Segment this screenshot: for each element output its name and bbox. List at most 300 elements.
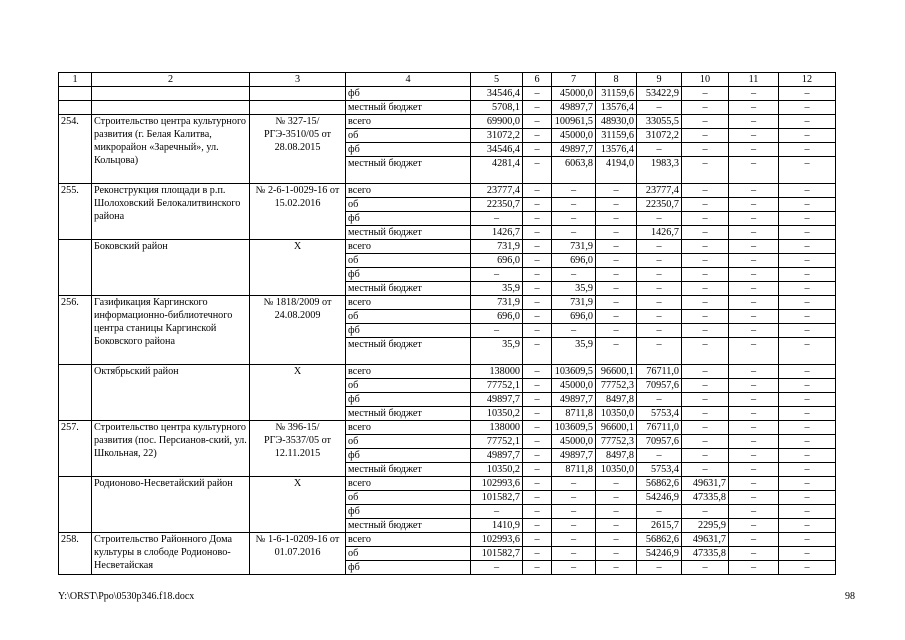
object-name: Строительство центра культурного развития (пос. Персианов-ский, ул. Школьная, 22) (92, 421, 250, 477)
amount-cell: 48930,0 (596, 115, 637, 129)
amount-cell: 77752,3 (596, 435, 637, 449)
amount-cell: 13576,4 (596, 143, 637, 157)
object-name: Боковский район (92, 240, 250, 296)
amount-cell: – (779, 240, 836, 254)
funding-source: об (346, 435, 471, 449)
amount-cell: 102993,6 (471, 477, 523, 491)
amount-cell: – (523, 296, 552, 310)
amount-cell: 45000,0 (552, 129, 596, 143)
document-ref: Х (250, 365, 346, 421)
table-row (59, 365, 836, 379)
amount-cell: – (552, 477, 596, 491)
amount-cell: – (523, 101, 552, 115)
amount-cell: 47335,8 (682, 491, 729, 505)
amount-cell: – (523, 561, 552, 575)
amount-cell: – (596, 268, 637, 282)
amount-cell: 13576,4 (596, 101, 637, 115)
amount-cell: – (729, 184, 779, 198)
funding-source: фб (346, 505, 471, 519)
amount-cell: – (523, 268, 552, 282)
amount-cell: – (682, 240, 729, 254)
amount-cell: – (779, 477, 836, 491)
amount-cell: – (729, 212, 779, 226)
amount-cell: – (729, 379, 779, 393)
amount-cell: – (729, 533, 779, 547)
amount-cell: 49897,7 (552, 393, 596, 407)
amount-cell: – (779, 338, 836, 365)
funding-source: фб (346, 212, 471, 226)
amount-cell: 56862,6 (637, 477, 682, 491)
amount-cell: – (682, 310, 729, 324)
amount-cell: 102993,6 (471, 533, 523, 547)
amount-cell: 70957,6 (637, 379, 682, 393)
amount-cell: 101582,7 (471, 491, 523, 505)
amount-cell: – (682, 324, 729, 338)
funding-source: всего (346, 533, 471, 547)
amount-cell: – (729, 393, 779, 407)
amount-cell: 49897,7 (471, 393, 523, 407)
amount-cell: – (471, 505, 523, 519)
column-header: 5 (471, 73, 523, 87)
amount-cell: – (779, 143, 836, 157)
object-name (92, 87, 250, 101)
amount-cell: 1426,7 (637, 226, 682, 240)
amount-cell: – (523, 310, 552, 324)
amount-cell: – (637, 324, 682, 338)
amount-cell: – (779, 268, 836, 282)
amount-cell: – (596, 324, 637, 338)
amount-cell: – (779, 379, 836, 393)
document-ref: Х (250, 477, 346, 533)
amount-cell: – (552, 533, 596, 547)
amount-cell: – (637, 296, 682, 310)
amount-cell: – (596, 533, 637, 547)
amount-cell: – (523, 407, 552, 421)
amount-cell: – (779, 212, 836, 226)
amount-cell: – (523, 184, 552, 198)
amount-cell: – (682, 157, 729, 184)
amount-cell: – (729, 282, 779, 296)
amount-cell: – (779, 519, 836, 533)
document-ref (250, 87, 346, 101)
funding-source: об (346, 129, 471, 143)
amount-cell: – (682, 365, 729, 379)
amount-cell: 4281,4 (471, 157, 523, 184)
amount-cell: 35,9 (471, 338, 523, 365)
amount-cell: – (552, 505, 596, 519)
funding-source: фб (346, 87, 471, 101)
amount-cell: – (682, 338, 729, 365)
funding-source: всего (346, 365, 471, 379)
amount-cell: – (682, 435, 729, 449)
amount-cell: – (682, 407, 729, 421)
funding-source: об (346, 547, 471, 561)
amount-cell: – (729, 547, 779, 561)
object-name: Реконструкция площади в р.п. Шолоховский Белокалитвинского района (92, 184, 250, 240)
amount-cell: 35,9 (552, 338, 596, 365)
amount-cell: – (637, 393, 682, 407)
amount-cell: 54246,9 (637, 491, 682, 505)
amount-cell: – (523, 240, 552, 254)
document-ref: № 396-15/ РГЭ-3537/05 от 12.11.2015 (250, 421, 346, 477)
amount-cell: – (779, 505, 836, 519)
funding-source: местный бюджет (346, 338, 471, 365)
amount-cell: 5708,1 (471, 101, 523, 115)
amount-cell: – (729, 491, 779, 505)
amount-cell: – (596, 338, 637, 365)
object-name: Родионово-Несветайский район (92, 477, 250, 533)
amount-cell: 23777,4 (637, 184, 682, 198)
amount-cell: – (523, 338, 552, 365)
funding-source: местный бюджет (346, 463, 471, 477)
amount-cell: – (471, 212, 523, 226)
amount-cell: – (729, 407, 779, 421)
item-number: 256. (59, 296, 92, 365)
amount-cell: – (637, 101, 682, 115)
amount-cell: – (779, 421, 836, 435)
amount-cell: – (637, 254, 682, 268)
funding-source: фб (346, 393, 471, 407)
funding-source: об (346, 198, 471, 212)
amount-cell: – (779, 115, 836, 129)
amount-cell: – (471, 268, 523, 282)
amount-cell: 138000 (471, 365, 523, 379)
funding-source: фб (346, 143, 471, 157)
amount-cell: 76711,0 (637, 421, 682, 435)
amount-cell: – (523, 491, 552, 505)
amount-cell: – (682, 198, 729, 212)
amount-cell: – (523, 115, 552, 129)
column-header: 10 (682, 73, 729, 87)
amount-cell: 96600,1 (596, 365, 637, 379)
table-row (59, 477, 836, 491)
amount-cell: 45000,0 (552, 435, 596, 449)
amount-cell: 1426,7 (471, 226, 523, 240)
amount-cell: 101582,7 (471, 547, 523, 561)
amount-cell: – (523, 379, 552, 393)
amount-cell: – (682, 296, 729, 310)
table-row (59, 533, 836, 547)
amount-cell: – (729, 157, 779, 184)
amount-cell: – (779, 407, 836, 421)
amount-cell: – (779, 324, 836, 338)
amount-cell: 1983,3 (637, 157, 682, 184)
funding-source: местный бюджет (346, 101, 471, 115)
amount-cell: 56862,6 (637, 533, 682, 547)
amount-cell: – (523, 547, 552, 561)
amount-cell: – (729, 449, 779, 463)
funding-source: всего (346, 184, 471, 198)
amount-cell: – (596, 547, 637, 561)
amount-cell: 34546,4 (471, 87, 523, 101)
amount-cell: – (729, 561, 779, 575)
funding-source: всего (346, 477, 471, 491)
amount-cell: – (523, 198, 552, 212)
amount-cell: 731,9 (471, 240, 523, 254)
amount-cell: – (729, 477, 779, 491)
amount-cell: 10350,2 (471, 463, 523, 477)
table-row (59, 87, 836, 101)
amount-cell: 54246,9 (637, 547, 682, 561)
column-header: 9 (637, 73, 682, 87)
amount-cell: – (637, 505, 682, 519)
document-ref (250, 101, 346, 115)
funding-source: местный бюджет (346, 407, 471, 421)
amount-cell: – (682, 212, 729, 226)
amount-cell: – (779, 449, 836, 463)
item-number: 258. (59, 533, 92, 575)
amount-cell: – (779, 226, 836, 240)
amount-cell: 35,9 (471, 282, 523, 296)
amount-cell: – (682, 101, 729, 115)
amount-cell: – (523, 435, 552, 449)
amount-cell: – (729, 87, 779, 101)
amount-cell: 10350,0 (596, 407, 637, 421)
amount-cell: 696,0 (471, 254, 523, 268)
column-header: 7 (552, 73, 596, 87)
table-row (59, 184, 836, 198)
amount-cell: – (779, 561, 836, 575)
document-ref: № 327-15/ РГЭ-3510/05 от 28.08.2015 (250, 115, 346, 184)
amount-cell: – (682, 393, 729, 407)
amount-cell: – (552, 184, 596, 198)
amount-cell: – (682, 87, 729, 101)
column-header: 4 (346, 73, 471, 87)
amount-cell: – (637, 449, 682, 463)
document-ref: № 2-6-1-0029-16 от 15.02.2016 (250, 184, 346, 240)
document-ref: Х (250, 240, 346, 296)
amount-cell: 1410,9 (471, 519, 523, 533)
funding-source: всего (346, 240, 471, 254)
amount-cell: – (682, 379, 729, 393)
amount-cell: 49897,7 (552, 101, 596, 115)
amount-cell: 103609,5 (552, 421, 596, 435)
item-number (59, 87, 92, 101)
amount-cell: – (637, 338, 682, 365)
amount-cell: – (779, 101, 836, 115)
amount-cell: – (729, 226, 779, 240)
amount-cell: – (552, 491, 596, 505)
amount-cell: 8711,8 (552, 463, 596, 477)
amount-cell: – (596, 240, 637, 254)
amount-cell: – (729, 435, 779, 449)
amount-cell: 23777,4 (471, 184, 523, 198)
amount-cell: – (637, 212, 682, 226)
column-header: 11 (729, 73, 779, 87)
funding-source: местный бюджет (346, 519, 471, 533)
item-number (59, 365, 92, 421)
amount-cell: – (523, 157, 552, 184)
amount-cell: – (779, 184, 836, 198)
amount-cell: 138000 (471, 421, 523, 435)
funding-source: фб (346, 268, 471, 282)
amount-cell: – (682, 268, 729, 282)
amount-cell: 96600,1 (596, 421, 637, 435)
amount-cell: 22350,7 (637, 198, 682, 212)
amount-cell: 49897,7 (552, 143, 596, 157)
amount-cell: 53422,9 (637, 87, 682, 101)
amount-cell: – (637, 310, 682, 324)
amount-cell: – (729, 421, 779, 435)
file-path: Y:\ORST\Ppo\0530p346.f18.docx (58, 591, 195, 602)
table-row (59, 296, 836, 310)
funding-source: всего (346, 421, 471, 435)
amount-cell: 100961,5 (552, 115, 596, 129)
amount-cell: – (682, 282, 729, 296)
item-number: 254. (59, 115, 92, 184)
amount-cell: 6063,8 (552, 157, 596, 184)
amount-cell: – (637, 143, 682, 157)
amount-cell: 45000,0 (552, 87, 596, 101)
funding-source: об (346, 254, 471, 268)
amount-cell: – (596, 212, 637, 226)
column-header: 6 (523, 73, 552, 87)
amount-cell: – (729, 198, 779, 212)
table-body (59, 87, 836, 575)
amount-cell: 2295,9 (682, 519, 729, 533)
amount-cell: 45000,0 (552, 379, 596, 393)
amount-cell: – (779, 129, 836, 143)
amount-cell: 31159,6 (596, 129, 637, 143)
amount-cell: 8497,8 (596, 449, 637, 463)
amount-cell: 5753,4 (637, 463, 682, 477)
amount-cell: – (779, 282, 836, 296)
item-number (59, 477, 92, 533)
table-header-row (59, 73, 836, 87)
amount-cell: 47335,8 (682, 547, 729, 561)
amount-cell: – (779, 296, 836, 310)
amount-cell: – (596, 184, 637, 198)
item-number (59, 240, 92, 296)
amount-cell: – (779, 435, 836, 449)
column-header: 8 (596, 73, 637, 87)
amount-cell: – (552, 268, 596, 282)
amount-cell: 731,9 (552, 240, 596, 254)
amount-cell: – (779, 547, 836, 561)
amount-cell: 76711,0 (637, 365, 682, 379)
budget-table (58, 72, 836, 575)
amount-cell: – (523, 449, 552, 463)
amount-cell: – (779, 533, 836, 547)
document-ref: № 1818/2009 от 24.08.2009 (250, 296, 346, 365)
amount-cell: – (523, 505, 552, 519)
amount-cell: 77752,1 (471, 379, 523, 393)
amount-cell: – (682, 449, 729, 463)
amount-cell: – (637, 282, 682, 296)
amount-cell: – (729, 296, 779, 310)
amount-cell: – (596, 477, 637, 491)
funding-source: фб (346, 561, 471, 575)
amount-cell: 35,9 (552, 282, 596, 296)
object-name: Строительство Районного Дома культуры в слободе Родионово-Несветайская (92, 533, 250, 575)
funding-source: всего (346, 296, 471, 310)
amount-cell: 8497,8 (596, 393, 637, 407)
amount-cell: – (682, 463, 729, 477)
funding-source: об (346, 379, 471, 393)
amount-cell: – (729, 115, 779, 129)
amount-cell: – (779, 365, 836, 379)
amount-cell: 34546,4 (471, 143, 523, 157)
amount-cell: 49631,7 (682, 533, 729, 547)
amount-cell: – (596, 491, 637, 505)
table-row (59, 101, 836, 115)
amount-cell: – (729, 129, 779, 143)
amount-cell: – (523, 533, 552, 547)
funding-source: фб (346, 449, 471, 463)
amount-cell: – (523, 324, 552, 338)
amount-cell: – (523, 393, 552, 407)
amount-cell: – (552, 226, 596, 240)
amount-cell: – (682, 129, 729, 143)
amount-cell: – (523, 254, 552, 268)
amount-cell: – (523, 477, 552, 491)
amount-cell: – (596, 519, 637, 533)
amount-cell: – (552, 519, 596, 533)
amount-cell: – (523, 226, 552, 240)
amount-cell: – (729, 324, 779, 338)
amount-cell: – (729, 338, 779, 365)
amount-cell: 49897,7 (552, 449, 596, 463)
amount-cell: – (523, 282, 552, 296)
amount-cell: – (729, 519, 779, 533)
funding-source: фб (346, 324, 471, 338)
amount-cell: – (523, 212, 552, 226)
amount-cell: – (552, 212, 596, 226)
amount-cell: – (596, 310, 637, 324)
object-name: Газификация Каргинского информационно-библиотечного центра станицы Каргинской Боковского района (92, 296, 250, 365)
amount-cell: – (637, 561, 682, 575)
amount-cell: – (523, 129, 552, 143)
amount-cell: – (637, 268, 682, 282)
amount-cell: 22350,7 (471, 198, 523, 212)
amount-cell: – (729, 310, 779, 324)
amount-cell: – (596, 226, 637, 240)
amount-cell: – (682, 505, 729, 519)
amount-cell: 10350,0 (596, 463, 637, 477)
item-number: 257. (59, 421, 92, 477)
table-row (59, 240, 836, 254)
amount-cell: – (471, 324, 523, 338)
amount-cell: – (596, 198, 637, 212)
amount-cell: 49631,7 (682, 477, 729, 491)
amount-cell: 696,0 (552, 310, 596, 324)
amount-cell: 49897,7 (471, 449, 523, 463)
amount-cell: 31072,2 (471, 129, 523, 143)
amount-cell: – (682, 184, 729, 198)
amount-cell: – (729, 240, 779, 254)
object-name: Октябрьский район (92, 365, 250, 421)
amount-cell: – (682, 226, 729, 240)
amount-cell: – (596, 561, 637, 575)
amount-cell: – (729, 268, 779, 282)
amount-cell: – (729, 143, 779, 157)
amount-cell: – (729, 463, 779, 477)
amount-cell: – (729, 254, 779, 268)
amount-cell: – (523, 365, 552, 379)
amount-cell: 2615,7 (637, 519, 682, 533)
page-number: 98 (845, 591, 855, 602)
amount-cell: – (779, 87, 836, 101)
amount-cell: – (523, 463, 552, 477)
amount-cell: 731,9 (552, 296, 596, 310)
table-row (59, 421, 836, 435)
amount-cell: – (779, 310, 836, 324)
funding-source: об (346, 310, 471, 324)
amount-cell: – (552, 198, 596, 212)
amount-cell: – (523, 421, 552, 435)
amount-cell: – (779, 393, 836, 407)
amount-cell: – (523, 143, 552, 157)
